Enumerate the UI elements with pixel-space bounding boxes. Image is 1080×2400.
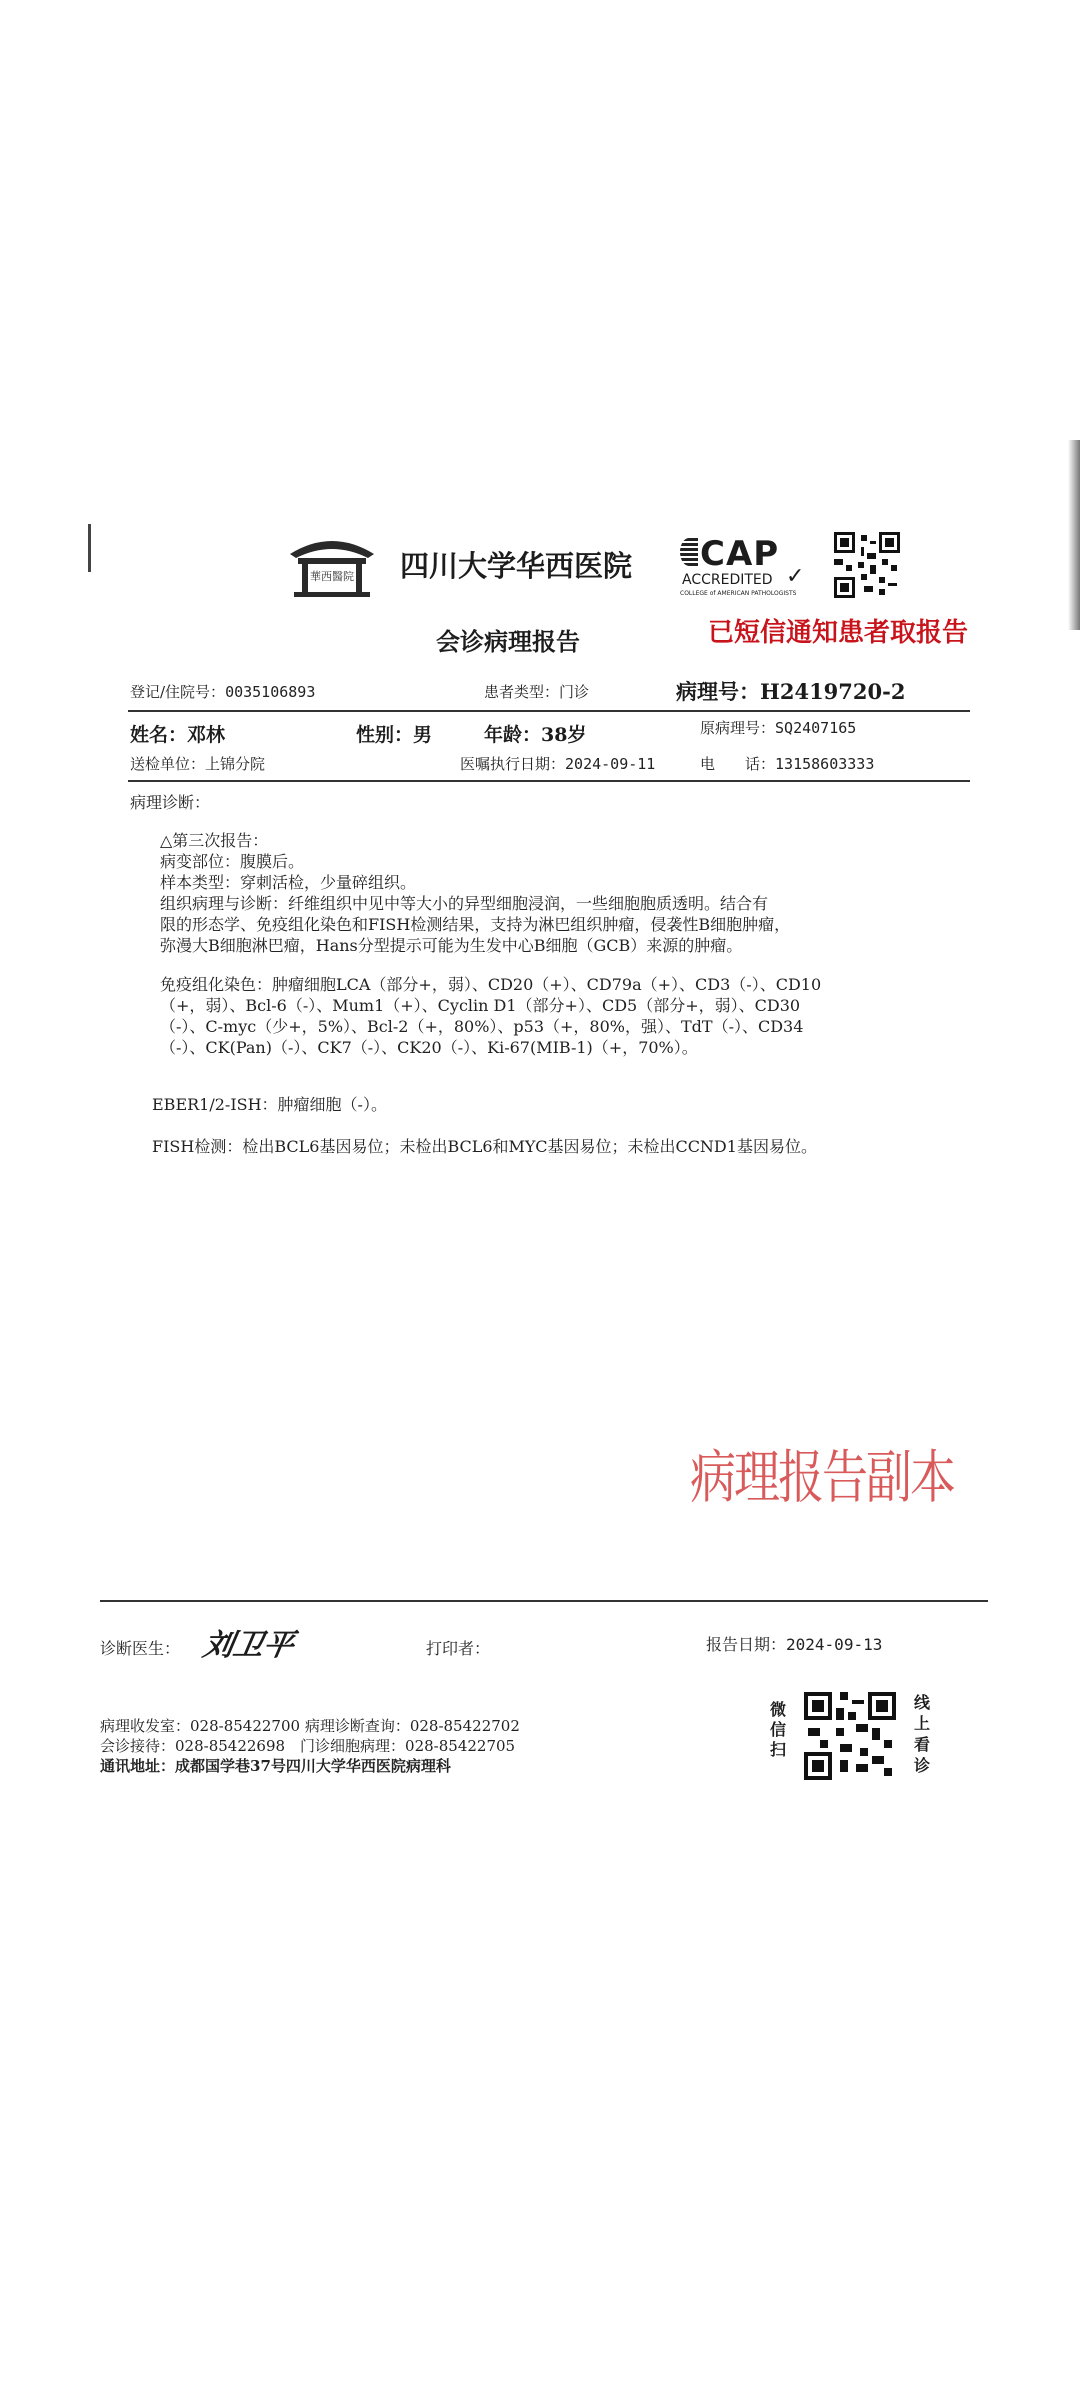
- pathology-number-value: H2419720-2: [760, 679, 906, 704]
- ihc-line: （-）、C-myc（少+，5%）、Bcl-2（+，80%）、p53（+，80%，强）、TdT（-）、CD34: [160, 1017, 804, 1036]
- online-consultation-label: [914, 1692, 934, 1776]
- age-value: 38岁: [541, 724, 587, 746]
- ihc-line: （+，弱）、Bcl-6（-）、Mum1（+）、Cyclin D1（部分+）、CD5（部分+，弱）、CD30: [160, 996, 801, 1015]
- sms-notice: 已短信通知患者取报告: [708, 618, 969, 648]
- original-pathology-number: [700, 718, 856, 739]
- ihc-line: 免疫组化染色：肿瘤细胞LCA（部分+，弱）、CD20（+）、CD79a（+）、CD3（-）、CD10: [160, 975, 822, 994]
- cap-logo: [680, 534, 822, 600]
- diagnosis-heading: 病理诊断：: [130, 793, 211, 812]
- header-divider-2: [128, 780, 970, 782]
- doctor-signature: 刘卫平: [200, 1628, 297, 1663]
- printer-label: 打印者：: [426, 1639, 491, 1658]
- registration-value: 0035106893: [225, 683, 316, 701]
- footer-divider: [100, 1600, 988, 1602]
- cap-accredited-text: ACCREDITED: [682, 572, 773, 588]
- patient-type-label: 患者类型：: [484, 683, 560, 701]
- patient-name-value: 邓林: [187, 724, 226, 746]
- lesion-site: 病变部位：腹膜后。: [160, 852, 305, 871]
- online-char: 诊: [914, 1756, 931, 1775]
- hospital-name: 四川大学华西医院: [400, 549, 633, 583]
- submitting-unit-label: 送检单位：: [130, 755, 206, 773]
- sample-type: 样本类型：穿刺活检，少量碎组织。: [160, 873, 417, 892]
- patient-type-value: 门诊: [559, 683, 590, 701]
- report-date-value: 2024-09-13: [786, 1635, 883, 1654]
- patient-sex: [356, 720, 432, 747]
- eber-result: EBER1/2-ISH：肿瘤细胞（-）。: [152, 1095, 387, 1114]
- diagnosing-doctor-label: 诊断医生：: [100, 1639, 181, 1658]
- histology-line: 组织病理与诊断：纤维组织中见中等大小的异型细胞浸润，一些细胞胞质透明。结合有: [160, 894, 769, 913]
- pathology-number-label: 病理号：: [676, 679, 760, 704]
- histology-line: 限的形态学、免疫组化染色和FISH检测结果，支持为淋巴组织肿瘤，侵袭性B细胞肿瘤，: [160, 915, 791, 934]
- order-execution-value: 2024-09-11: [565, 755, 656, 773]
- pathology-report-sheet: [88, 510, 988, 1780]
- patient-age: [484, 720, 586, 747]
- report-title: 会诊病理报告: [436, 628, 580, 656]
- phone: [700, 754, 874, 775]
- online-char: 看: [914, 1735, 931, 1754]
- hospital-logo-text: 華西醫院: [310, 570, 354, 583]
- report-date: [706, 1634, 882, 1655]
- original-pathology-label: 原病理号：: [700, 719, 776, 737]
- order-execution-date: [460, 754, 655, 775]
- report-date-label: 报告日期：: [706, 1635, 787, 1654]
- patient-type: [484, 682, 589, 703]
- submitting-unit-value: 上锦分院: [205, 755, 266, 773]
- histology-line: 弥漫大B细胞淋巴瘤，Hans分型提示可能为生发中心B细胞（GCB）来源的肿瘤。: [160, 936, 743, 955]
- wechat-char: 扫: [770, 1740, 787, 1759]
- original-pathology-value: SQ2407165: [775, 719, 857, 737]
- wechat-char: 微: [770, 1700, 787, 1719]
- contact-line: 通讯地址：成都国学巷37号四川大学华西医院病理科: [100, 1757, 451, 1775]
- wechat-char: 信: [770, 1720, 787, 1739]
- cap-college-text: COLLEGE of AMERICAN PATHOLOGISTS: [680, 590, 797, 597]
- patient-name-label: 姓名：: [130, 724, 188, 746]
- phone-label: 电 话：: [700, 755, 776, 773]
- cap-big-text: CAP: [700, 534, 780, 574]
- patient-name: [130, 720, 225, 747]
- submitting-unit: [130, 754, 265, 775]
- cap-globe-icon: [680, 538, 698, 566]
- age-label: 年龄：: [484, 724, 542, 746]
- header-divider-1: [128, 710, 970, 712]
- fish-result: FISH检测：检出BCL6基因易位；未检出BCL6和MYC基因易位；未检出CCND1基因易位。: [152, 1137, 817, 1156]
- page-edge-shadow: [1068, 440, 1080, 630]
- phone-value: 13158603333: [775, 755, 875, 773]
- order-execution-label: 医嘱执行日期：: [460, 755, 566, 773]
- report-number-line: △第三次报告：: [160, 831, 269, 850]
- contact-line: 病理收发室：028-85422700 病理诊断查询：028-85422702: [100, 1717, 520, 1735]
- diagnosis-body: [160, 830, 980, 1058]
- contact-line: 会诊接待：028-85422698 门诊细胞病理：028-85422705: [100, 1737, 516, 1755]
- contact-info: [100, 1716, 520, 1776]
- sex-value: 男: [413, 724, 433, 746]
- checkmark-icon: ✓: [786, 564, 805, 589]
- registration-number: [130, 682, 315, 703]
- registration-label: 登记/住院号：: [130, 683, 226, 701]
- report-copy-stamp: 病理报告副本: [690, 1443, 954, 1511]
- wechat-scan-label: [770, 1700, 790, 1760]
- qr-code-icon: [834, 532, 900, 598]
- sex-label: 性别：: [356, 724, 414, 746]
- ihc-line: （-）、CK(Pan)（-）、CK7（-）、CK20（-）、Ki-67(MIB-1)（+，70%）。: [160, 1038, 698, 1057]
- pathology-number: [676, 676, 905, 706]
- online-char: 上: [914, 1714, 931, 1733]
- online-char: 线: [914, 1693, 931, 1712]
- wechat-qr-code-icon: [804, 1692, 896, 1780]
